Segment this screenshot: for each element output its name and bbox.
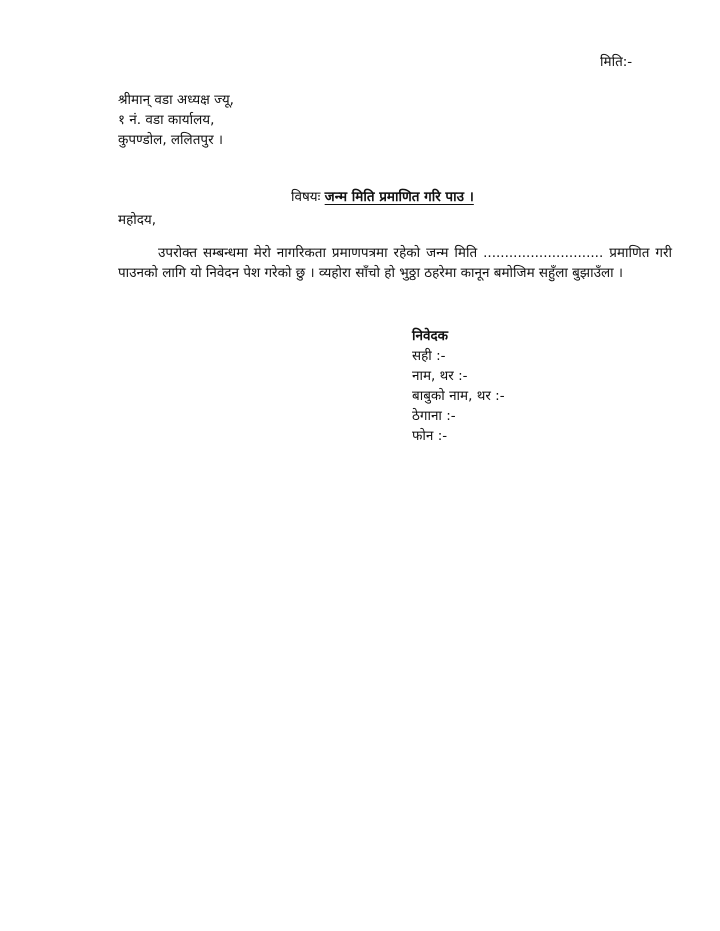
recipient-line-3: कुपण्डोल, ललितपुर । <box>118 132 223 148</box>
signature-address-field: ठेगाना :- <box>412 408 456 424</box>
signature-father-name-field: बाबुको नाम, थर :- <box>412 388 505 404</box>
subject-text: जन्म मिति प्रमाणित गरि पाउ । <box>324 189 474 205</box>
recipient-address <box>118 90 234 150</box>
date-label: मिति:- <box>600 54 633 70</box>
signature-heading: निवेदक <box>412 328 449 344</box>
signature-sign-field: सही :- <box>412 348 446 364</box>
recipient-line-2: १ नं. वडा कार्यालय, <box>118 112 215 128</box>
signature-block <box>412 326 505 446</box>
subject-line <box>291 187 474 205</box>
salutation: महोदय, <box>118 212 157 228</box>
body-paragraph: उपरोक्त सम्बन्धमा मेरो नागरिकता प्रमाणपत्रमा रहेको जन्म मिति ............................ प्रमाणित गरी पाउनको लागि यो निवेदन पेश गरेको छु । व्यहोरा साँचो हो भुठ्ठा ठहरेमा कानून बमोजिम सहुँला बुझाउँला । <box>118 245 672 281</box>
signature-phone-field: फोन :- <box>412 428 448 444</box>
subject-label: विषयः <box>291 189 321 205</box>
signature-name-field: नाम, थर :- <box>412 368 468 384</box>
recipient-line-1: श्रीमान् वडा अध्यक्ष ज्यू, <box>118 92 234 108</box>
